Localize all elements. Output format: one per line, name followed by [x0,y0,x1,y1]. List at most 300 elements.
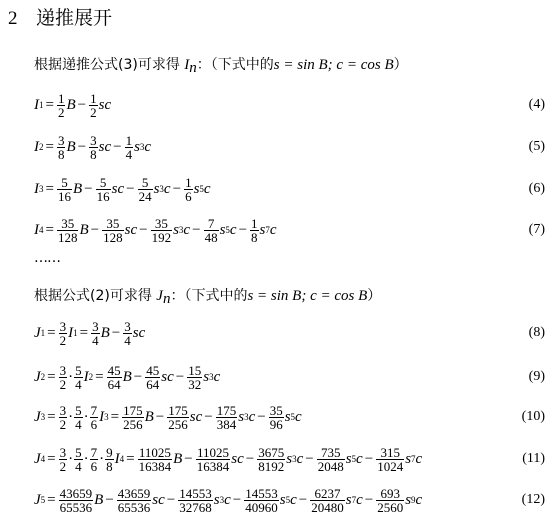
fraction [376,487,404,514]
numerator: 3 [57,132,65,148]
fraction [74,404,83,431]
equation-row [34,402,302,432]
numerator: 11025 [196,444,230,460]
denominator: 20480 [311,499,344,515]
fraction [167,404,189,431]
eq-operator: − [305,450,314,467]
intro-text-suffix: ：（下式中的 [196,57,274,73]
numerator: 15 [188,362,202,378]
eq-lhs: J [34,408,41,425]
term-var: s [286,450,293,467]
eq-lhs: J [34,368,41,385]
equation-row [34,215,277,245]
fraction [105,446,114,473]
eq-i-ref-sub: 3 [104,412,109,422]
denominator: 384 [216,416,237,432]
fraction [187,364,202,391]
term-var: B [173,450,183,467]
numerator: 14553 [179,485,212,501]
numerator: 3 [59,402,67,418]
eq-operator: − [184,450,193,467]
intro-variable: I [184,57,190,73]
eq-operator: − [166,491,176,508]
eq-operator: − [77,96,87,113]
equation-row [34,132,151,162]
fraction [269,404,284,431]
denominator: 24 [138,188,152,204]
term-var2: c [269,221,277,238]
term-var2: c [163,180,171,197]
numerator: 3 [90,132,97,148]
denominator: 6 [90,458,98,474]
term-power: 9 [411,495,416,505]
fraction [74,364,83,391]
eq-i-ref: I [68,324,74,341]
denominator: 2048 [317,458,344,474]
numerator: 3675 [258,444,285,460]
term-var: sc [111,180,125,197]
numerator: 3 [59,318,67,334]
numerator: 11025 [138,444,171,460]
fraction [196,446,231,473]
numerator: 1 [251,215,258,231]
fraction [125,134,134,161]
fraction [59,446,68,473]
eq-lhs-sub: 3 [40,412,46,422]
term-var: s [134,138,140,155]
fraction [90,446,99,473]
eq-i-ref-sub: 1 [73,328,78,338]
eq-lhs-sub: 4 [39,225,44,235]
denominator: 128 [57,229,78,245]
eq-operator: = [95,368,104,385]
eq-lhs: I [34,138,39,155]
equation-number: (12) [521,492,545,507]
numerator: 9 [106,444,113,460]
term-var: B [144,408,154,425]
denominator: 6 [90,416,98,432]
fraction [96,176,111,203]
term-var: sc [231,450,244,467]
denominator: 16384 [138,458,172,474]
denominator: 192 [151,229,172,245]
fraction [123,320,132,347]
denominator: 2 [59,416,67,432]
term-var: B [66,138,76,155]
numerator: 5 [61,174,68,190]
eq-i-ref-sub: 4 [119,454,125,464]
eq-lhs-sub: 2 [39,142,44,152]
denominator: 64 [146,376,160,392]
eq-operator: − [105,491,114,508]
fraction [151,217,173,244]
numerator: 735 [320,444,341,460]
numerator: 3 [92,318,99,334]
fraction [244,487,279,514]
numerator: 35 [61,215,75,231]
fraction [74,446,83,473]
denominator: 4 [125,146,133,162]
eq-operator: − [257,408,266,425]
numerator: 3 [59,362,67,378]
eq-operator: = [45,138,54,155]
eq-lhs: I [34,221,39,238]
fraction [138,176,153,203]
eq-lhs-sub: 3 [39,184,44,194]
equation-row [34,444,422,474]
term-var: s [259,221,266,238]
numerator: 693 [380,485,400,501]
denominator: 2 [59,376,67,392]
eq-operator: − [232,491,242,508]
intro-recurrence-j [34,285,381,308]
term-power: 5 [225,225,230,235]
numerator: 45 [107,362,121,378]
denominator: 8 [90,146,97,162]
term-var: sc [152,491,165,508]
term-var: s [405,450,412,467]
section-heading [8,3,112,30]
denominator: 4 [75,376,82,392]
eq-operator: − [126,180,135,197]
fraction [204,217,219,244]
term-var2: c [224,491,231,508]
denominator: 2 [90,104,97,120]
term-var: B [72,180,83,197]
eq-lhs-sub: 5 [40,495,46,505]
term-var: sc [98,138,112,155]
numerator: 315 [380,444,400,460]
equation-row [34,485,422,515]
term-var2: c [415,450,423,467]
eq-lhs: J [34,324,41,341]
term-var2: c [144,138,152,155]
denominator: 96 [269,416,283,432]
denominator: 8 [106,458,113,474]
equation-number: (4) [528,97,545,112]
eq-operator: = [45,221,54,238]
eq-operator: − [113,138,122,155]
fraction [317,446,345,473]
fraction [138,446,173,473]
eq-operator: = [45,180,54,197]
denominator: 8 [57,146,65,162]
numerator: 43659 [59,485,93,501]
section-title: 递推展开 [36,7,113,29]
denominator: 40960 [245,499,278,515]
intro-variable-sub: n [189,60,197,76]
numerator: 1 [57,90,65,106]
term-power: 3 [209,372,214,382]
eq-operator: − [238,221,248,238]
fraction [178,487,213,514]
fraction [57,217,79,244]
intro-close: ） [393,57,408,73]
equation-row [34,174,211,204]
eq-operator: = [47,491,56,508]
eq-lhs: I [34,96,39,113]
term-power: 3 [139,142,145,152]
fraction [59,320,68,347]
fraction [57,92,66,119]
term-var2: c [229,221,237,238]
numerator: 3 [124,318,131,334]
intro-definition: s = sin B; c = cos B [247,288,368,304]
intro-close: ） [367,288,382,304]
intro-text-suffix: ：（下式中的 [170,288,248,304]
fraction [184,176,193,203]
dot-operator: · [68,368,74,385]
fraction [376,446,404,473]
term-var: s [279,491,286,508]
numerator: 35 [154,215,168,231]
denominator: 8192 [258,458,285,474]
numerator: 1 [185,174,192,190]
fraction [117,487,152,514]
denominator: 64 [107,376,121,392]
eq-operator: = [47,408,56,425]
eq-lhs: J [34,491,41,508]
term-var: B [79,221,89,238]
term-var2: c [356,491,363,508]
numerator: 14553 [245,485,278,501]
denominator: 128 [103,229,123,245]
term-var: s [213,491,220,508]
eq-i-ref: I [114,450,120,467]
term-var: sc [124,221,138,238]
term-var: s [345,491,352,508]
denominator: 32768 [179,499,212,515]
denominator: 16 [57,188,71,204]
denominator: 4 [124,332,131,348]
term-var2: c [213,368,221,385]
term-var: sc [189,408,203,425]
numerator: 5 [75,362,82,378]
numerator: 7 [90,444,98,460]
denominator: 256 [123,416,143,432]
eq-operator: − [139,221,148,238]
eq-operator: − [133,368,143,385]
eq-lhs: J [34,450,41,467]
eq-operator: − [172,180,182,197]
fraction [102,217,124,244]
numerator: 45 [146,362,160,378]
dot-operator: · [68,450,74,467]
equation-number: (9) [528,369,545,384]
numerator: 43659 [117,485,151,501]
eq-lhs-sub: 1 [39,100,44,110]
intro-definition: s = sin B; c = cos B [273,57,394,73]
eq-lhs-sub: 2 [40,372,46,382]
intro-text: 根据递推公式(3)可求得 [34,57,180,73]
term-var: B [66,96,76,113]
eq-operator: − [204,408,213,425]
fraction [59,404,68,431]
term-var: B [94,491,104,508]
fraction [310,487,345,514]
equation-number: (10) [521,409,545,424]
eq-lhs-sub: 1 [40,328,46,338]
intro-recurrence-i [34,54,408,77]
fraction [257,446,285,473]
fraction [250,217,259,244]
denominator: 16384 [196,458,230,474]
denominator: 4 [75,458,82,474]
fraction [91,320,100,347]
eq-operator: = [47,368,56,385]
dot-operator: · [83,408,89,425]
term-var2: c [415,491,423,508]
dot-operator: · [99,450,105,467]
term-var: s [153,180,160,197]
eq-lhs: I [34,180,39,197]
eq-operator: − [155,408,165,425]
term-var2: c [296,450,304,467]
numerator: 3 [59,444,67,460]
intro-variable: J [156,288,163,304]
dot-operator: · [68,408,74,425]
equation-number: (8) [528,325,545,340]
eq-operator: − [364,450,374,467]
term-var: sc [161,368,174,385]
term-var: s [219,221,226,238]
intro-text: 根据公式(2)可求得 [34,288,152,304]
numerator: 7 [90,402,98,418]
section-number: 2 [8,8,18,29]
fraction [89,92,98,119]
eq-operator: − [364,491,374,508]
numerator: 35 [106,215,120,231]
equation-number: (7) [528,222,545,237]
numerator: 7 [207,215,215,231]
term-power: 7 [411,454,416,464]
term-var: s [284,408,291,425]
term-var: B [122,368,132,385]
numerator: 175 [216,402,237,418]
term-var: s [345,450,352,467]
denominator: 16 [96,188,110,204]
eq-operator: − [245,450,255,467]
term-power: 3 [292,454,297,464]
eq-operator: − [77,138,87,155]
term-power: 3 [244,412,249,422]
equation-number: (11) [522,451,545,466]
eq-operator: = [47,324,56,341]
term-var2: c [203,180,211,197]
fraction [89,134,98,161]
eq-operator: − [298,491,308,508]
equation-number: (6) [528,181,545,196]
fraction [57,176,72,203]
denominator: 2 [59,332,67,348]
term-var2: c [183,221,191,238]
eq-operator: = [79,324,89,341]
eq-operator: − [192,221,201,238]
numerator: 5 [75,444,82,460]
denominator: 256 [168,416,188,432]
term-power: 3 [219,495,225,505]
fraction [145,364,160,391]
term-power: 5 [199,184,204,194]
eq-operator: = [110,408,120,425]
fraction [122,404,144,431]
eq-i-ref: I [99,408,105,425]
term-var: sc [132,324,146,341]
eq-operator: = [47,450,56,467]
term-var: sc [98,96,112,113]
term-power: 7 [265,225,270,235]
numerator: 35 [269,402,283,418]
denominator: 32 [188,376,202,392]
term-power: 5 [351,454,357,464]
denominator: 2560 [377,499,404,515]
denominator: 48 [204,229,218,245]
numerator: 5 [141,174,149,190]
intro-variable-sub: n [162,291,171,307]
equation-row [34,362,220,392]
eq-operator: − [84,180,93,197]
term-var: s [238,408,245,425]
eq-operator: = [45,96,54,113]
eq-i-ref-sub: 2 [88,372,94,382]
numerator: 1 [90,90,97,106]
term-var: s [203,368,210,385]
fraction [59,487,94,514]
term-var2: c [356,450,363,467]
denominator: 2 [59,458,67,474]
eq-i-ref: I [83,368,89,385]
fraction [59,364,68,391]
eq-lhs-sub: 4 [40,454,46,464]
numerator: 6237 [314,485,341,501]
term-var2: c [295,408,302,425]
term-power: 3 [159,184,164,194]
numerator: 5 [75,402,82,418]
denominator: 4 [92,332,99,348]
term-power: 3 [178,225,184,235]
fraction [216,404,238,431]
term-var: s [193,180,200,197]
eq-operator: − [175,368,185,385]
term-power: 5 [290,412,296,422]
equation-number: (5) [528,139,545,154]
eq-operator: = [126,450,135,467]
denominator: 65536 [59,499,93,515]
denominator: 2 [57,104,65,120]
denominator: 6 [185,188,192,204]
numerator: 5 [99,174,107,190]
equation-row [34,318,145,348]
denominator: 1024 [377,458,404,474]
numerator: 175 [123,402,143,418]
term-var2: c [290,491,297,508]
fraction [90,404,99,431]
eq-operator: − [111,324,121,341]
term-var: s [405,491,412,508]
denominator: 8 [251,229,258,245]
term-power: 7 [351,495,357,505]
term-var2: c [248,408,256,425]
denominator: 4 [75,416,82,432]
ellipsis: …… [34,250,60,266]
equation-row [34,90,111,120]
numerator: 175 [168,402,188,418]
fraction [57,134,66,161]
eq-operator: − [90,221,100,238]
term-power: 5 [285,495,291,505]
term-var: B [100,324,110,341]
dot-operator: · [83,450,89,467]
